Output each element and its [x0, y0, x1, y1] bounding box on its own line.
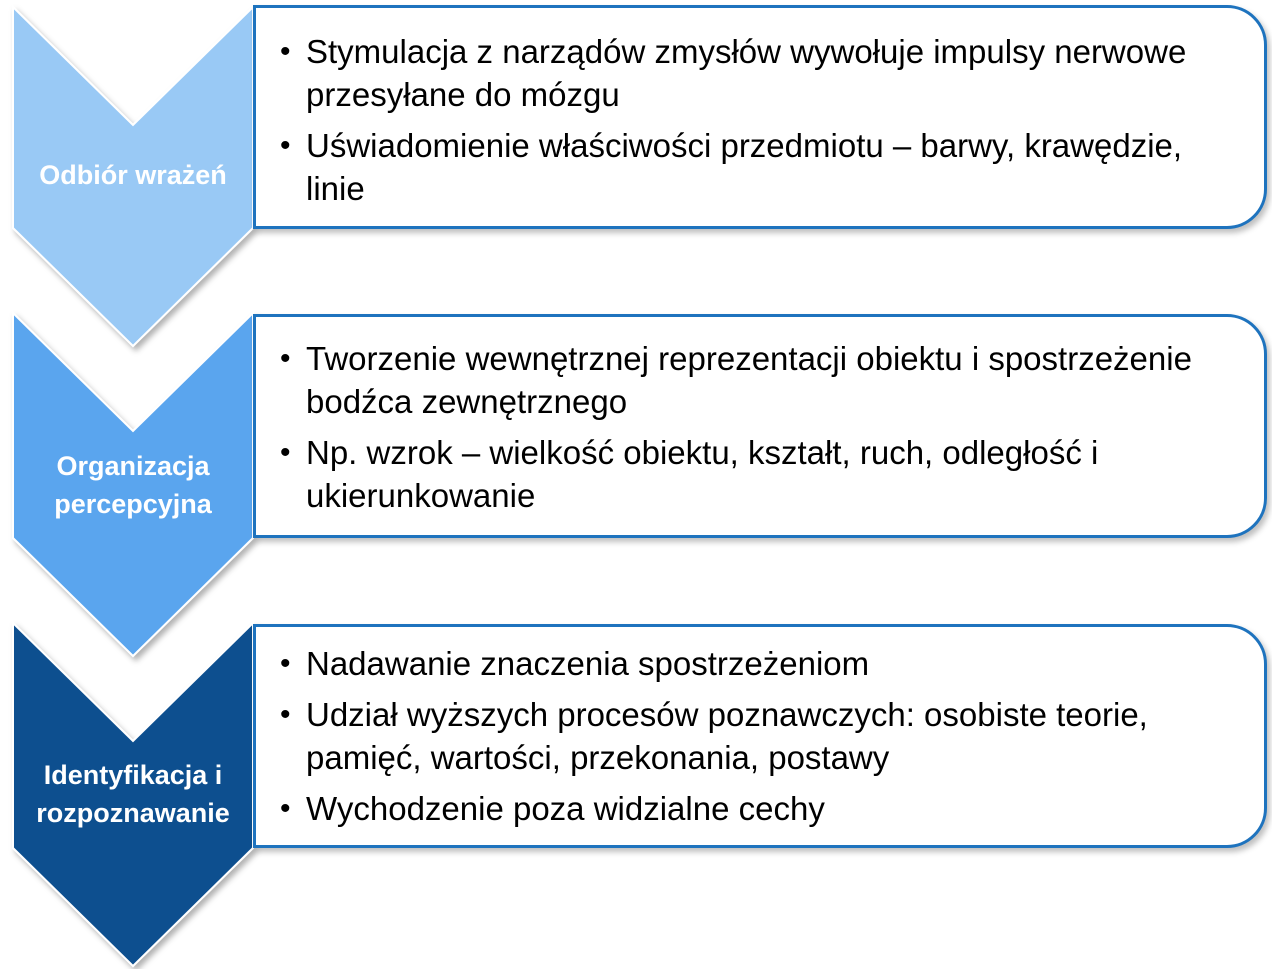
stage-2-label: Organizacja percepcyjna — [54, 451, 212, 519]
bullet-icon: • — [280, 129, 291, 162]
stage-2-box — [253, 314, 1267, 538]
stage-2-bullets — [280, 337, 1234, 525]
bullet-icon: • — [280, 647, 291, 680]
stage-3-bullets — [280, 642, 1234, 838]
bullet-icon: • — [280, 792, 291, 825]
bullet-icon: • — [280, 342, 291, 375]
bullet-icon: • — [280, 35, 291, 68]
bullet-item: • Udział wyższych procesów poznawczych: osobiste teorie, pamięć, wartości, przekonania, postawy — [280, 693, 1234, 779]
stage-3-box — [253, 624, 1267, 848]
bullet-item: • Tworzenie wewnętrznej reprezentacji obiektu i spostrzeżenie bodźca zewnętrznego — [280, 337, 1234, 423]
bullet-item: • Wychodzenie poza widzialne cechy — [280, 787, 1234, 830]
bullet-item: • Nadawanie znaczenia spostrzeżeniom — [280, 642, 1234, 685]
bullet-item: • Np. wzrok – wielkość obiektu, kształt, ruch, odległość i ukierunkowanie — [280, 431, 1234, 517]
stage-1-label: Odbiór wrażeń — [39, 160, 227, 190]
stage-3-label: Identyfikacja i rozpoznawanie — [36, 760, 230, 828]
bullet-item: • Uświadomienie właściwości przedmiotu – barwy, krawędzie, linie — [280, 124, 1234, 210]
stage-1-bullets — [280, 30, 1234, 218]
bullet-item: • Stymulacja z narządów zmysłów wywołuje impulsy nerwowe przesyłane do mózgu — [280, 30, 1234, 116]
bullet-icon: • — [280, 436, 291, 469]
bullet-icon: • — [280, 698, 291, 731]
stage-1-box — [253, 5, 1267, 229]
